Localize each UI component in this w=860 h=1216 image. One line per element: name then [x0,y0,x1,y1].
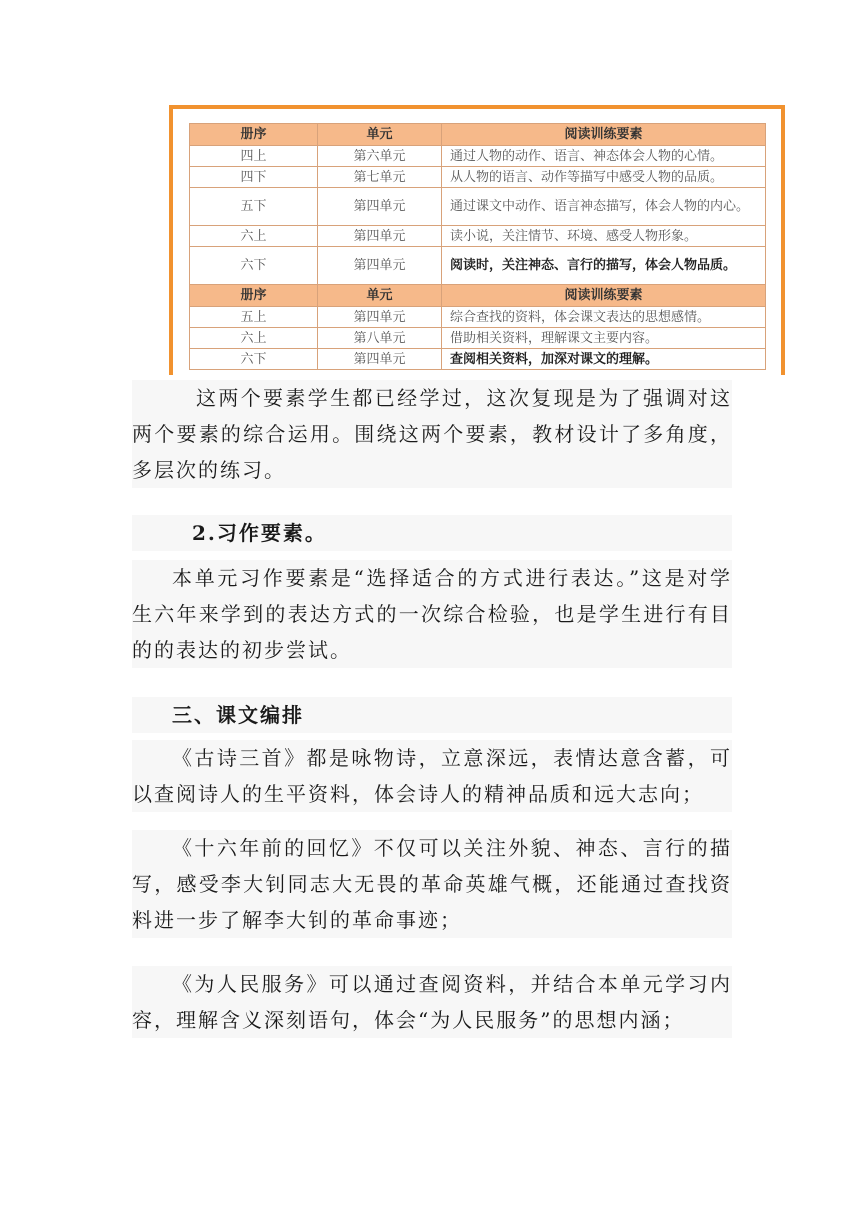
table-row [190,188,766,226]
table-cell-req: 阅读时，关注神态、言行的描写，体会人物品质。 [442,247,766,285]
table-cell-vol: 五上 [190,307,318,328]
table-header-row [190,124,766,146]
table-image-frame [169,105,785,375]
table-header-cell: 阅读训练要素 [442,124,766,146]
table-cell-vol: 六下 [190,247,318,285]
table-row [190,328,766,349]
paragraph-5: 《为人民服务》可以通过查阅资料，并结合本单元学习内容，理解含义深刻语句，体会“为人民服务”的思想内涵； [132,966,732,1038]
table-cell-unit: 第七单元 [318,167,442,188]
table-row [190,307,766,328]
table-cell-vol: 六上 [190,328,318,349]
table-cell-vol: 四下 [190,167,318,188]
table-cell-unit: 第四单元 [318,307,442,328]
table-cell-req: 从人物的语言、动作等描写中感受人物的品质。 [442,167,766,188]
table-row [190,146,766,167]
table-cell-unit: 第四单元 [318,247,442,285]
heading-text-arrangement: 三、课文编排 [132,697,732,733]
table-cell-unit: 第四单元 [318,188,442,226]
table-cell-req: 通过人物的动作、语言、神态体会人物的心情。 [442,146,766,167]
table-header-cell: 阅读训练要素 [442,285,766,307]
table-header-cell: 册序 [190,285,318,307]
paragraph-4: 《十六年前的回忆》不仅可以关注外貌、神态、言行的描写，感受李大钊同志大无畏的革命英雄气概，还能通过查找资料进一步了解李大钊的革命事迹； [132,830,732,938]
table-cell-vol: 六下 [190,349,318,370]
table-cell-req: 综合查找的资料，体会课文表达的思想感情。 [442,307,766,328]
table-cell-unit: 第六单元 [318,146,442,167]
table-header-row [190,285,766,307]
table-header-cell: 单元 [318,124,442,146]
table-header-cell: 单元 [318,285,442,307]
table-cell-vol: 六上 [190,226,318,247]
table-row [190,167,766,188]
table-row [190,349,766,370]
table-cell-vol: 四上 [190,146,318,167]
table-cell-vol: 五下 [190,188,318,226]
table-row [190,247,766,285]
paragraph-1: 这两个要素学生都已经学过，这次复现是为了强调对这两个要素的综合运用。围绕这两个要素，教材设计了多角度，多层次的练习。 [132,380,732,488]
table-row [190,226,766,247]
table-cell-req: 查阅相关资料，加深对课文的理解。 [442,349,766,370]
reading-elements-table [189,123,766,370]
heading-writing-elements: 2.习作要素。 [132,515,732,551]
table-cell-req: 读小说，关注情节、环境、感受人物形象。 [442,226,766,247]
paragraph-2: 本单元习作要素是“选择适合的方式进行表达。”这是对学生六年来学到的表达方式的一次综合检验，也是学生进行有目的的表达的初步尝试。 [132,560,732,668]
table-cell-unit: 第四单元 [318,349,442,370]
table-cell-req: 通过课文中动作、语言神态描写，体会人物的内心。 [442,188,766,226]
table-cell-unit: 第四单元 [318,226,442,247]
table-cell-req: 借助相关资料，理解课文主要内容。 [442,328,766,349]
table-header-cell: 册序 [190,124,318,146]
table-cell-unit: 第八单元 [318,328,442,349]
paragraph-3: 《古诗三首》都是咏物诗，立意深远，表情达意含蓄，可以查阅诗人的生平资料，体会诗人的精神品质和远大志向； [132,740,732,812]
